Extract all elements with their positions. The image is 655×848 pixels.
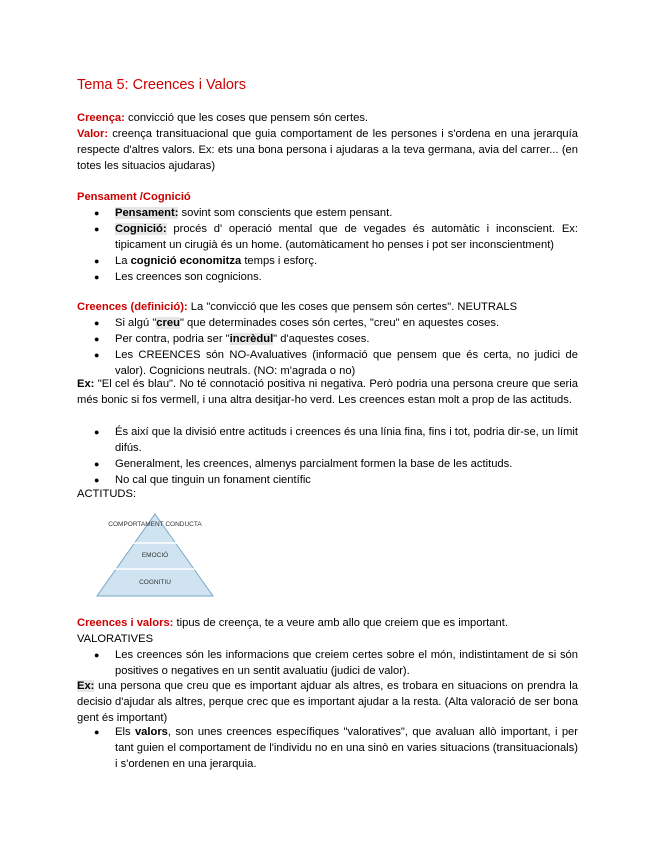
pyramid-level-middle: EMOCIÓ xyxy=(141,552,169,559)
pyramid-level-top-text: COMPORTAMENT CONDUCTA xyxy=(108,521,202,528)
valors-term: valors xyxy=(134,726,168,738)
pyramid-level-bottom: COGNITIU xyxy=(139,579,171,586)
cognicio-term: Cognició: xyxy=(115,223,167,235)
example-text: "El cel és blau". No té connotació positiva ni negativa. Però podria una persona creure que seria més bonic si fos vermell, i una altra desitjar-ho verd. Les creences estan molt a prop de las actituds. xyxy=(77,378,578,406)
base-actituds-text: Generalment, les creences, almenys parcialment formen la base de les actituds. xyxy=(115,458,513,470)
incredul-term: incrèdul xyxy=(229,333,274,345)
valors-heading-text: tipus de creença, te a veure amb allo que creiem que es important. xyxy=(173,617,508,629)
creu-text: " que determinades coses són certes, "creu" en aquestes coses. xyxy=(179,317,500,329)
section-heading-creences xyxy=(77,299,578,315)
valors-list-2 xyxy=(77,724,578,772)
example-text: una persona que creu que es important ajduar als altres, es trobara en situacions on prendra la decisio d'ajudar als altres, perque crec que es important ajudar a la resta. (Alta valoració de ser bona gent és important) xyxy=(77,680,578,724)
creu-term: creu xyxy=(156,317,180,329)
list-item xyxy=(77,456,578,472)
list-item xyxy=(77,269,578,285)
list-item xyxy=(77,724,578,772)
definition-valor xyxy=(77,126,578,174)
page-title: Tema 5: Creences i Valors xyxy=(77,77,246,93)
no-avaluatives-text: Les CREENCES són NO-Avaluatives (informació que pensem que és certa, no judici de valor). Cognicions neutrals. (NO: m'agrada o no) xyxy=(115,349,578,377)
creenca-text: convicció que les coses que pensem són certes. xyxy=(124,112,369,124)
creences-heading: Creences (definició): xyxy=(77,301,188,313)
creu-pre: Si algú " xyxy=(115,317,157,329)
list-item xyxy=(77,331,578,347)
limit-difus-text: És així que la divisió entre actituds i creences és una línia fina, fins i tot, podria dir-se, un límit difús. xyxy=(115,426,578,454)
cognicio-text: procés d' operació mental que de vegades és automàtic i inconscient. Ex: tipicament un cirugià és un home. (automàticament ho penses i pot ser inconscientment) xyxy=(115,223,578,251)
pensament-list xyxy=(77,205,578,285)
section-heading-valors xyxy=(77,615,578,631)
list-item xyxy=(77,253,578,269)
informacions-text: Les creences són les informacions que creiem certes sobre el món, indistintament de si són positives o negatives en un sentit avaluatiu (judici de valor). xyxy=(115,649,578,677)
creences-cognicions: Les creences son cognicions. xyxy=(115,271,262,283)
list-item xyxy=(77,205,578,221)
actituds-list xyxy=(77,424,578,488)
valors-pre: Els xyxy=(115,726,135,738)
creences-heading-text: La "convicció que les coses que pensem són certes". NEUTRALS xyxy=(187,301,518,313)
cognicio-econ-pre: La xyxy=(115,255,131,267)
cognicio-econ-text: temps i esforç. xyxy=(241,255,318,267)
valor-term: Valor: xyxy=(77,128,109,140)
attitude-pyramid-diagram xyxy=(95,512,215,598)
example-paragraph-1 xyxy=(77,376,578,408)
pensament-term: Pensament: xyxy=(115,207,179,219)
section-heading-pensament: Pensament /Cognició xyxy=(77,191,191,203)
creenca-term: Creença: xyxy=(77,112,125,124)
example-paragraph-2 xyxy=(77,678,578,726)
incredul-pre: Per contra, podria ser " xyxy=(115,333,230,345)
actituds-label: ACTITUDS: xyxy=(77,488,137,500)
pensament-text: sovint som conscients que estem pensant. xyxy=(178,207,393,219)
list-item xyxy=(77,315,578,331)
list-item xyxy=(77,647,578,679)
pyramid-level-top xyxy=(108,521,202,528)
list-item xyxy=(77,221,578,253)
list-item xyxy=(77,424,578,456)
incredul-text: " d'aquestes coses. xyxy=(273,333,370,345)
example-term: Ex: xyxy=(77,680,95,692)
example-term: Ex: xyxy=(77,378,95,390)
fonament-text: No cal que tinguin un fonament científic xyxy=(115,474,311,486)
definition-creenca xyxy=(77,110,578,126)
list-item xyxy=(77,347,578,379)
valoratives-label: VALORATIVES xyxy=(77,633,154,645)
valors-list-1 xyxy=(77,647,578,679)
valor-text: creença transituacional que guia comportament de les persones i s'ordena en una jerarquía respecte d'altres valors. Ex: ets una bona persona i ajudaras a la teva germana, avia del carrer... (en totes les situacios ajudaras) xyxy=(77,128,578,172)
cognicio-econ-term: cognició economitza xyxy=(130,255,242,267)
valors-text: , son unes creences específiques "valoratives", que avaluan allò important, i per tant guien el comportament de l'individu no en una sinò en varies situacions (transituacionals) i s'ordenen en una jerarquia. xyxy=(115,726,578,770)
valors-heading: Creences i valors: xyxy=(77,617,174,629)
creences-list xyxy=(77,315,578,379)
